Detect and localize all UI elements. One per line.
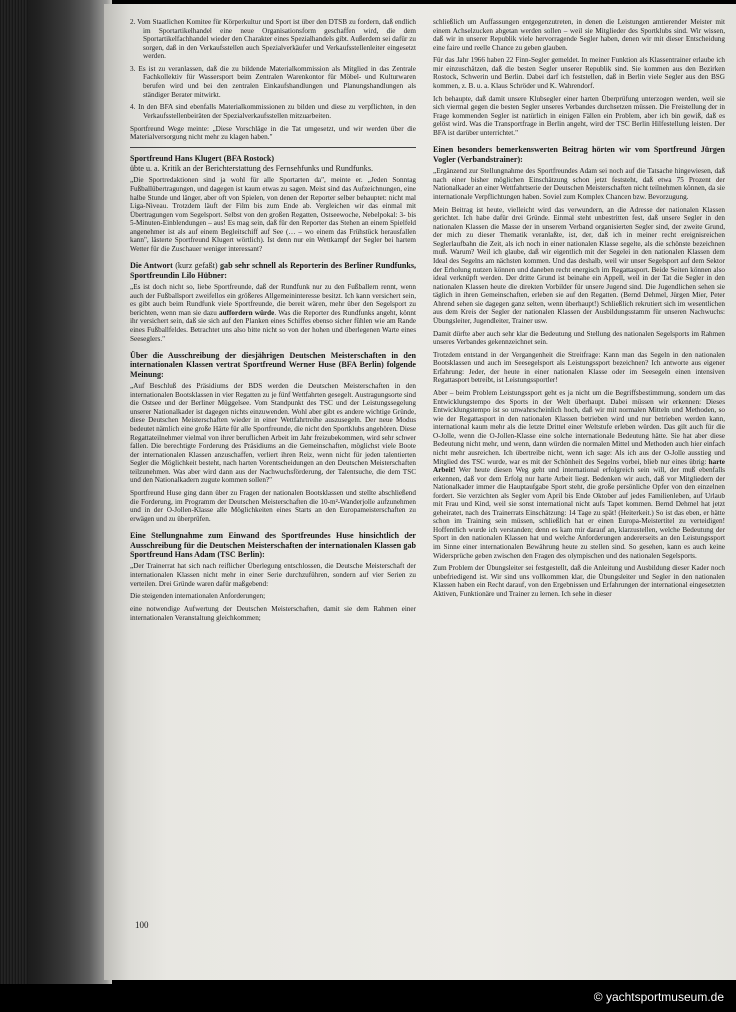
paragraph: „Es ist doch nicht so, liebe Sportfreunde, daß der Rundfunk nur zu den Fußballern rennt, wenn auch der Fußballsport zweifellos ein größeres Allgemeininteresse besitzt. Ich kann versichert sein, es gibt auch beim Rundfunk viele Sportfreunde, die bereit wären, mehr über den Segelsport zu berichten, wenn man sie dazu auffordern würde. Was die Reporter des Rundfunks angeht, könnt ihr versichert sein, daß sie sich auf den Planken eines Schiffes ebenso sicher fühlen wie am Rande eines Fußballfeldes. Betrachtet uns also bitte nicht so von der hohen und überlegenen Warte eines Seeseglers." [130,283,417,343]
paragraph: „Ergänzend zur Stellungnahme des Sportfreundes Adam sei noch auf die Tatsache hingewiesen, daß nach einer bisher möglichen Einschätzung schon jetzt feststeht, daß etwa 75 Prozent der Nationalkader an einer Wettfahrtserie der Deutschen Meisterschaften nicht teilnehmen können, da sie internationale Verpflichtungen haben. Soviel zum Komplex Chancen bzw. Bevorzugung. [433,167,725,201]
watermark: © yachtsportmuseum.de [593,990,724,1004]
paragraph: Zum Problem der Übungsleiter sei festgestellt, daß die Anleitung und Ausbildung dieser Kader noch unbefriedigend ist. Wir sind uns vollkommen klar, die Übungsleiter und Segler in den nationalen Klassen haben ein Recht darauf, von den Ergebnissen und Erfahrungen der international eingesetzten Aktiven, Funktionäre und Trainer zu lernen. Ich sehe in dieser [433,564,725,598]
paragraph: „Auf Beschluß des Präsidiums der BDS werden die Deutschen Meisterschaften in den internationalen Bootsklassen in vier Regatten zu je fünf Wettfahrten gesegelt. Austragungsorte sind die Ostsee und der Berliner Müggelsee. Vom Standpunkt des TSC und der Leistungssegelung unserer Nationalkader ist dagegen nichts einzuwenden. Wohl aber gibt es andere wichtige Gründe, diese Deutschen Meisterschaften wieder in einer Wettfahrtreihe auszusegeln. Der neue Modus bedeutet nämlich eine große Härte für alle Sportfreunde, die nicht den Sportklubs angehören. Diese Regattateilnehmer vielmal von ihrer beruflichen Arbeit im Jahr freizubekommen, wird sehr schwer fallen. Die berechtigte Forderung des Präsidiums an die Gemeinschaften, möglichst viele Boote der internationalen Klassen anzuschaffen, verliert ihren Reiz, wenn nicht für jeden talentierten Segler die Möglichkeit besteht, nach harten Vorentscheidungen an den Deutschen Meisterschaften teilzunehmen. Was aber wird dann aus der Nachwuchsförderung, der Talentsuche, die dem TSC und den Nationalkadern zugute kommen sollen?" [130,382,417,485]
section-heading: Eine Stellungnahme zum Einwand des Sportfreundes Huse hinsichtlich der Ausschreibung für die Deutschen Meisterschaften der internationalen Klassen gab Sportfreund Hans Adam (TSC Berlin): [130,531,416,560]
section-heading: Einen besonders bemerkenswerten Beitrag hörten wir vom Sportfreund Jürgen Vogler (Verbandstrainer): [433,145,725,164]
paragraph: Mein Beitrag ist heute, vielleicht wird das verwundern, an die Adresse der nationalen Klassen gerichtet. Ich habe dafür drei Gründe. Einmal steht unbestritten fest, daß unsere Segler in den nationalen Klassen die Masse der in unserem Verband organisierten Segler sind, der zweite Grund, der mich zu dieser Thematik veranlaßte, ist, der, daß ich in meiner recht ereignisreichen Seglerlaufbahn die Zeit, als ich noch in einer nationalen Klasse segelte, als die schönste bezeichnen muß. Warum? Weil ich glaube, daß wir eigentlich mit der Segelei in den nationalen Klassen dem Ideal des Segelns am nächsten kommen. Und das deshalb, weil wir unser Segelsport auf dem Sektor der Erholung nutzen können und daneben recht energisch im Regattasport. Beide Seiten können also ideal verknüpft werden. Der dritte Grund ist beinahe ein Appell, weil in der Tat die Segler in den nationalen Klassen heute die direkten Vorbilder für unsere Jugend sind. Die Jugendlichen sehen sie täglich in ihren Gemeinschaften, erleben sie auf den Regatten. (Bernd Dehmel, Jürgen Mier, Peter Ahrend sehen sie dagegen ganz selten, wenn überhaupt!) Schließlich rekrutiert sich im wesentlichen aus dem Kreis der Segler der nationalen Klassen der Ausbildungsstamm für unseren Nachwuchs: Übungsleiter, Jugendleiter, Trainer usw. [433,205,725,325]
paragraph: Ich behaupte, daß damit unsere Klubsegler einer harten Überprüfung unterzogen werden, weil sie sich viermal gegen die besten Segler unseres Verbandes durchsetzen müssen. Die Freistellung der in Frage kommenden Segler ist natürlich in einigen Fällen ein Problem, aber ich bin gewiß, daß es gelöst wird. Was die Transportfrage in Berlin angeht, wird der TSC Berlin Hilfestellung leisten. Der BFA ist darüber unterrichtet." [433,94,725,137]
heading-part: Die Antwort [130,261,173,271]
paragraph: Damit dürfte aber auch sehr klar die Bedeutung und Stellung des nationalen Segelsports im Rahmen unseres Verbandes gekennzeichnet sein. [433,329,725,347]
section-subheading: übte u. a. Kritik an der Berichterstattung des Fernsehfunks und Rundfunks. [130,164,373,174]
paragraph: „Die Sportredaktionen sind ja wohl für alle Sportarten da", meinte er. „Jeden Sonntag Fußballübertragungen, und dagegen ist kaum etwas zu sagen. Meist sind das Aufzeichnungen, eine halbe Stunde und länger, aber oft von Spielen, von denen der Reporter selber behauptet: nicht mal Liga-Niveau. Trotzdem läuft der Film bis zum Ende ab. Vergleichen wir das einmal mit Übertragungen vom Segelsport. Selbst von den großen Regatten, Ostseewoche, Nebelpokal: 3- bis 5-Minuten-Einblendungen – aus! Es mag sein, daß für den Reporter das Stehen an einem Spielfeld angenehmer ist als auf einem Begleitschiff auf See (… – wo einem das Frühstück herausfallen kann", lästerte Sportfreund Klugert wörtlich). Ist denn nur ein Wettkampf der Segler bei hartem Wetter für die Zuschauer weniger interessant? [130,176,416,253]
list-item: 3. Es ist zu veranlassen, daß die zu bildende Materialkommission als Mitglied in das Zentrale Fachkollektiv für Wassersport beim Zentralen Warenkontor für Möbel- und Kulturwaren berufen wird und bei den zentralen Einkaufshandlungen und Planungshandlungen als ständiger Berater mitwirkt. [130,64,416,99]
paragraph: Trotzdem entstand in der Vergangenheit die Streitfrage: Kann man das Segeln in den nationalen Bootsklassen und auch im Seesegelsport als Leistungssport bezeichnen? Ich antworte aus eigener Erfahrung: Jeder, der heute in einer nationalen Klasse oder im Seesegeln einen intensiven Regattasport betreibt, ist Leistungssportler! [433,350,725,385]
paragraph: „Der Trainerrat hat sich nach reiflicher Überlegung entschlossen, die Deutsche Meisterschaft der internationalen Klassen nicht mehr in einer Serie durchzuführen, sondern auf vier Serien zu verteilen. Drei Gründe waren dafür maßgebend: [130,562,416,588]
divider [130,147,416,148]
page-number: 100 [135,920,149,930]
heading-part: (kurz gefaßt) [172,261,220,271]
section-heading: Über die Ausschreibung der diesjährigen Deutschen Meisterschaften in den internationalen Klassen vertrat Sportfreund Werner Huse (BFA Berlin) folgende Meinung: [130,351,416,379]
page-edges [0,0,28,984]
section-heading: Sportfreund Hans Klugert (BFA Rostock) [130,153,275,163]
emphasis: auffordern würde [219,308,275,317]
paragraph: Die steigenden internationalen Anforderungen; [130,592,266,601]
paragraph: Sportfreund Huse ging dann über zu Fragen der nationalen Bootsklassen und stellte abschließend die Forderung, im Programm der Deutschen Meisterschaften die 10-m²-Wanderjolle aufzunehmen und in der O-Jollen-Klasse alle Möglichkeiten eines Starts an den Europameisterschaften zu erwägen und zu überprüfen. [130,489,416,523]
list-item: 2. Vom Staatlichen Komitee für Körperkultur und Sport ist über den DTSB zu fordern, daß endlich im Sportartikelhandel eine neue Organisationsform geschaffen wird, die dem Sportartikelfachhandel wieder den Charakter eines Spezialhandels gibt. Außerdem sei dafür zu sorgen, daß in den Verkaufsstellen auch Spezialverkäufer und Verkaufsstellenleiter eingesetzt werden. [130,18,416,61]
heading-part: gab sehr schnell als Reporterin des Berliner Rundfunks, Sportfreundin Lilo Hübner: [130,261,416,280]
paragraph: schließlich um Auffassungen entgegenzutreten, in denen die Leistungen amtierender Meister mit einem Achselzucken abgetan werden sollen – weil sie Mitglieder des Sportklubs sind. Wir wissen, daß wir in unserer Republik viele hervorragende Segler haben, denen wir mit dieser Entscheidung eine faire und reelle Chance zu geben glauben. [433,18,725,52]
paragraph: Sportfreund Wege meinte: „Diese Vorschläge in die Tat umgesetzt, und wir werden über die Materialversorgung nicht mehr zu klagen haben." [130,124,416,142]
paragraph: Für das Jahr 1966 haben 22 Finn-Segler gemeldet. In meiner Funktion als Klassentrainer erlaube ich mir einzuschätzen, daß die besten Segler unserer Republik sind. Sie kommen aus den Bezirken Rostock, Schwerin und Berlin. Dabei darf ich feststellen, daß in Berlin viele Segler aus den BSG kommen, z. B. u. a. Klaus Schröder und K. Wahrendorf. [433,56,725,91]
section-heading [130,261,416,280]
paragraph: eine notwendige Aufwertung der Deutschen Meisterschaften, damit sie dem Rahmen einer internationalen Veranstaltung gleichkommen; [130,604,416,622]
emphasis: harte Arbeit! [433,457,725,475]
paragraph: Aber – beim Problem Leistungssport geht es ja nicht um die Begriffsbestimmung, sondern um das Entwicklungstempo des Sports in der Welt überhaupt. Dabei müssen wir erkennen: Dieses Entwicklungstempo ist so unwahrscheinlich hoch, daß wir mit normalen Mitteln und Methoden, so wie der Regattasport in den nationalen Klassen betrieben wird und nur betrieben werden kann, international kaum mehr als die letzte Drittel einer Weltstufe erleben würden. Das gilt auch für die O-Jolle, wenn die O-Jollen-Klasse eine solche internationale Bedeutung hätte. Sie hat aber diese Bedeutung nicht mehr, und wenn, dann würden die normalen Mittel und Methoden auch hier einfach nicht mehr ausreichen. Ich übertreibe nicht, wenn ich sage: Als ich aus der O-Jolle ausstieg und Mitglied des TSC wurde, war es mit der Schönheit des Segelns vorbei, blieb nur eines übrig: harte Arbeit! Wer heute diesen Weg geht und international erfolgreich sein will, der muß ebenfalls erkennen, daß vor dem Erfolg nur harte Arbeit liegt. Bedenken wir auch, daß vor Mitgliedern der Nationalkader immer die Hauptaufgabe Sport steht, die große persönliche Opfer von den einzelnen fordert. Sie verzichten als Segler vom April bis Ende Oktober auf jedes Familienleben, auf Urlaub mit Frau und Kind, weil sie sonst international nicht aufs Tapet kommen. Bernd Dehmel hat jetzt geheiratet, nach des Trainerrats Einschätzung: 14 Tage zu spät! (Heiterkeit.) So ist das eben, er hätte schon im Training sein müssen, schließlich hat er einen Europa-Meistertitel zu verteidigen! Hoffentlich wurde ich verstanden; denn es kam mir darauf an, klarzustellen, welche Bedeutung der Sport in den nationalen Klassen hat und welche Anforderungen andererseits an den Leistungssport im Sinne einer internationalen Bewährung heute zu stellen sind. So gesehen, kann es auch keine Widersprüche geben zwischen den Fragen des olympischen und des nationalen Segelsports. [433,389,725,560]
left-column [130,18,416,626]
list-item: 4. In den BFA sind ebenfalls Materialkommissionen zu bilden und diese zu verpflichten, in den Verkaufsstellenbeiräten der Spezialverkaufsstellen mitzuarbeiten. [130,103,416,120]
right-column [433,18,725,603]
